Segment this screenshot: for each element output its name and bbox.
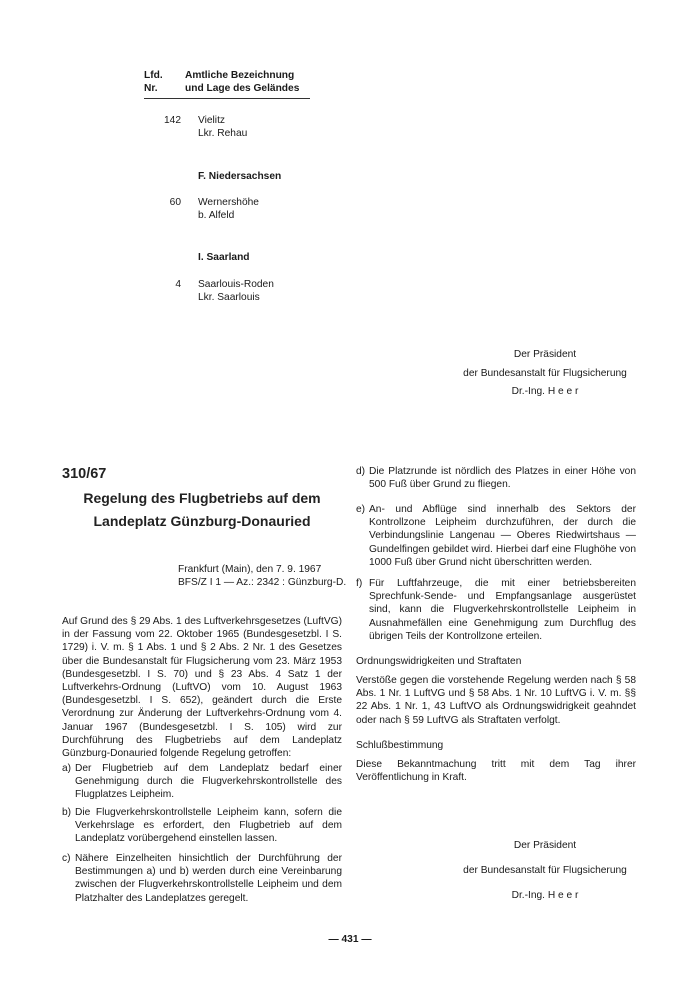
list-item: d) Die Platzrunde ist nördlich des Platzes in einer Höhe von 500 Fuß über Grund zu fliegen.	[356, 466, 636, 491]
article-title: Regelung des Flugbetriebs auf dem Landeplatz Günzburg-Donauried	[83, 490, 321, 529]
article-number: 310/67	[62, 466, 107, 482]
signature-block: Der Präsident der Bundesanstalt für Flugsicherung Dr.-Ing. H e e r	[463, 349, 627, 397]
entry-number: 60	[169, 197, 181, 208]
section-heading: F. Niedersachsen	[198, 171, 282, 182]
list-item: f) Für Luftfahrzeuge, die mit einer betriebsbereiten Sprechfunk-Sende- und Empfangsanlage ausgerüstet sind, kann die Flugverkehrskontrollstelle Leipheim in Ausnahmefällen eine Genehmigung zum Durchflug des übrigen Teils der Kontrollzone erteilen.	[356, 578, 636, 642]
intro-paragraph: Auf Grund des § 29 Abs. 1 des Luftverkehrsgesetzes (LuftVG) in der Fassung vom 22. Oktober 1965 (Bundesgesetzbl. I S. 1729) i. V. m. § 1 Abs. 1 und § 2 Abs. 2 Nr. 1 des Gesetzes über die Bundesanstalt für Flugsicherung vom 23. März 1953 (Bundesgesetzbl. I S. 70) und § 23 Abs. 4 Satz 1 der Luftverkehrs-Ordnung (LuftVO) vom 10. August 1963 (Bundesgesetzbl. I S. 652), geändert durch die Erste Verordnung zur Änderung der Luftverkehrs-Ordnung vom 4. Januar 1967 (Bundesgesetzbl. I S. 105) wird zur Durchführung des Flugbetriebs auf dem Landeplatz Günzburg-Donauried folgende Regelung getroffen:	[62, 616, 342, 760]
entry-number: 4	[175, 279, 181, 290]
table-header-rule	[144, 98, 310, 99]
entry-location: Saarlouis-Roden Lkr. Saarlouis	[198, 279, 274, 303]
place-date: Frankfurt (Main), den 7. 9. 1967	[178, 564, 322, 575]
col-header-name: Amtliche Bezeichnung und Lage des Geländes	[185, 70, 300, 94]
list-item: b) Die Flugverkehrskontrollstelle Leipheim kann, sofern die Verkehrslage es erfordert, den Flugbetrieb auf dem Landeplatz vorübergehend einstellen lassen.	[62, 807, 342, 845]
section-heading: I. Saarland	[198, 252, 250, 263]
penalties-paragraph: Verstöße gegen die vorstehende Regelung werden nach § 58 Abs. 1 Nr. 1 LuftVG und § 58 Abs. 1 Nr. 10 LuftVG i. V. m. §§ 22 Abs. 1 Nr. 1, 43 LuftVO als Ordnungswidrigkeit geahndet oder nach § 59 LuftVG als Straftaten verfolgt.	[356, 675, 636, 726]
signature-block: Der Präsident der Bundesanstalt für Flugsicherung Dr.-Ing. H e e r	[463, 840, 627, 901]
list-item: a) Der Flugbetrieb auf dem Landeplatz bedarf einer Genehmigung durch die Flugverkehrskontrollstelle des Flugplatzes Leipheim.	[62, 763, 342, 801]
entry-location: Vielitz Lkr. Rehau	[198, 115, 248, 139]
page-number: — 431 —	[328, 934, 372, 945]
entry-location: Wernershöhe b. Alfeld	[198, 197, 259, 221]
entry-number: 142	[164, 115, 181, 126]
final-paragraph: Diese Bekanntmachung tritt mit dem Tag ihrer Veröffentlichung in Kraft.	[356, 759, 636, 784]
col-header-nr: Lfd. Nr.	[144, 70, 163, 94]
reference-number: BFS/Z I 1 — Az.: 2342 : Günzburg-D.	[178, 577, 347, 588]
section-heading-penalties: Ordnungswidrigkeiten und Straftaten	[356, 656, 522, 667]
list-item: c) Nähere Einzelheiten hinsichtlich der Durchführung der Bestimmungen a) und b) werden durch eine Vereinbarung zwischen der Flugverkehrskontrollstelle Leipheim und dem Platzhalter des Landeplatzes geregelt.	[62, 853, 342, 904]
list-item: e) An- und Abflüge sind innerhalb des Sektors der Kontrollzone Leipheim durchzuführen, der durch die Verbindungslinie Langenau — Oberes Riedwirtshaus — Gundelfingen gebildet wird. Hierbei darf eine Flughöhe von 1000 Fuß über Grund nicht überschritten werden.	[356, 504, 636, 568]
section-heading-final: Schlußbestimmung	[356, 740, 444, 751]
